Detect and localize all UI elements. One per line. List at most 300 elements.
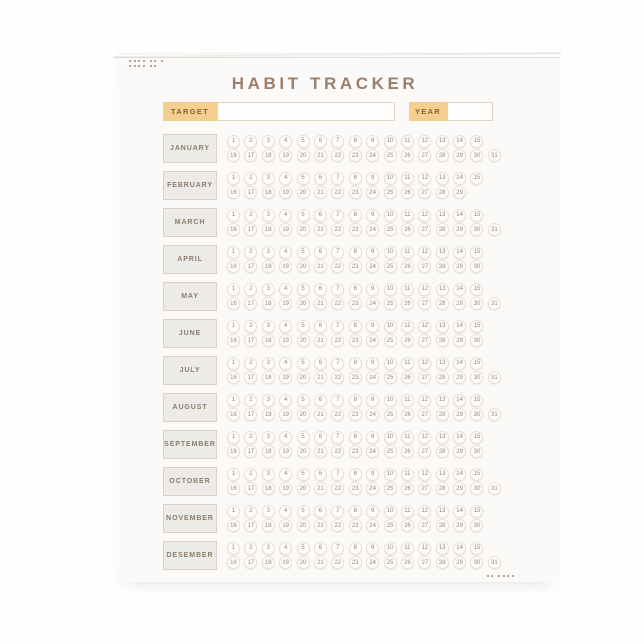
day-circle[interactable]: 21	[314, 334, 327, 347]
day-circle[interactable]: 3	[262, 505, 275, 518]
day-circle[interactable]: 20	[297, 186, 310, 199]
day-circle[interactable]: 12	[418, 135, 431, 148]
day-circle[interactable]: 11	[401, 283, 414, 296]
day-circle[interactable]: 12	[418, 505, 431, 518]
day-circle[interactable]: 26	[401, 149, 414, 162]
day-circle[interactable]: 20	[297, 260, 310, 273]
day-circle[interactable]: 30	[470, 260, 483, 273]
day-circle[interactable]: 19	[279, 149, 292, 162]
day-circle[interactable]: 15	[470, 172, 483, 185]
day-circle[interactable]: 27	[418, 223, 431, 236]
day-circle[interactable]: 4	[279, 394, 292, 407]
day-circle[interactable]: 1	[227, 320, 240, 333]
day-circle[interactable]: 7	[331, 283, 344, 296]
day-circle[interactable]: 4	[279, 468, 292, 481]
day-circle[interactable]: 16	[227, 408, 240, 421]
day-circle[interactable]: 6	[314, 283, 327, 296]
day-circle[interactable]: 16	[227, 445, 240, 458]
day-circle[interactable]: 26	[401, 519, 414, 532]
day-circle[interactable]: 23	[349, 445, 362, 458]
day-circle[interactable]: 4	[279, 542, 292, 555]
day-circle[interactable]: 31	[488, 371, 501, 384]
day-circle[interactable]: 17	[244, 371, 257, 384]
day-circle[interactable]: 27	[418, 297, 431, 310]
day-circle[interactable]: 31	[488, 223, 501, 236]
day-circle[interactable]: 24	[366, 260, 379, 273]
day-circle[interactable]: 15	[470, 431, 483, 444]
day-circle[interactable]: 30	[470, 445, 483, 458]
day-circle[interactable]: 31	[488, 408, 501, 421]
day-circle[interactable]: 28	[436, 482, 449, 495]
day-circle[interactable]: 9	[366, 357, 379, 370]
day-circle[interactable]: 22	[331, 223, 344, 236]
day-circle[interactable]: 12	[418, 209, 431, 222]
day-circle[interactable]: 18	[262, 519, 275, 532]
day-circle[interactable]: 9	[366, 320, 379, 333]
day-circle[interactable]: 23	[349, 297, 362, 310]
day-circle[interactable]: 30	[470, 223, 483, 236]
day-circle[interactable]: 17	[244, 482, 257, 495]
day-circle[interactable]: 13	[436, 209, 449, 222]
day-circle[interactable]: 21	[314, 223, 327, 236]
day-circle[interactable]: 12	[418, 431, 431, 444]
day-circle[interactable]: 9	[366, 135, 379, 148]
day-circle[interactable]: 3	[262, 394, 275, 407]
day-circle[interactable]: 3	[262, 246, 275, 259]
day-circle[interactable]: 5	[297, 320, 310, 333]
day-circle[interactable]: 15	[470, 468, 483, 481]
day-circle[interactable]: 16	[227, 371, 240, 384]
day-circle[interactable]: 22	[331, 519, 344, 532]
day-circle[interactable]: 12	[418, 542, 431, 555]
day-circle[interactable]: 23	[349, 260, 362, 273]
day-circle[interactable]: 18	[262, 445, 275, 458]
day-circle[interactable]: 16	[227, 556, 240, 569]
day-circle[interactable]: 28	[436, 519, 449, 532]
day-circle[interactable]: 9	[366, 283, 379, 296]
day-circle[interactable]: 5	[297, 394, 310, 407]
day-circle[interactable]: 16	[227, 482, 240, 495]
day-circle[interactable]: 27	[418, 556, 431, 569]
day-circle[interactable]: 19	[279, 519, 292, 532]
day-circle[interactable]: 16	[227, 260, 240, 273]
day-circle[interactable]: 20	[297, 556, 310, 569]
day-circle[interactable]: 1	[227, 246, 240, 259]
day-circle[interactable]: 2	[244, 172, 257, 185]
day-circle[interactable]: 14	[453, 135, 466, 148]
day-circle[interactable]: 13	[436, 468, 449, 481]
day-circle[interactable]: 24	[366, 223, 379, 236]
day-circle[interactable]: 25	[384, 519, 397, 532]
day-circle[interactable]: 7	[331, 542, 344, 555]
day-circle[interactable]: 3	[262, 209, 275, 222]
day-circle[interactable]: 15	[470, 357, 483, 370]
day-circle[interactable]: 27	[418, 482, 431, 495]
day-circle[interactable]: 5	[297, 468, 310, 481]
day-circle[interactable]: 29	[453, 149, 466, 162]
day-circle[interactable]: 6	[314, 135, 327, 148]
day-circle[interactable]: 6	[314, 209, 327, 222]
day-circle[interactable]: 18	[262, 149, 275, 162]
day-circle[interactable]: 30	[470, 556, 483, 569]
day-circle[interactable]: 26	[401, 482, 414, 495]
day-circle[interactable]: 22	[331, 260, 344, 273]
day-circle[interactable]: 10	[384, 320, 397, 333]
day-circle[interactable]: 15	[470, 246, 483, 259]
day-circle[interactable]: 18	[262, 482, 275, 495]
day-circle[interactable]: 16	[227, 519, 240, 532]
day-circle[interactable]: 24	[366, 482, 379, 495]
day-circle[interactable]: 8	[349, 431, 362, 444]
day-circle[interactable]: 7	[331, 246, 344, 259]
day-circle[interactable]: 22	[331, 445, 344, 458]
day-circle[interactable]: 13	[436, 246, 449, 259]
day-circle[interactable]: 4	[279, 246, 292, 259]
day-circle[interactable]: 16	[227, 186, 240, 199]
day-circle[interactable]: 28	[436, 408, 449, 421]
day-circle[interactable]: 26	[401, 223, 414, 236]
day-circle[interactable]: 23	[349, 223, 362, 236]
day-circle[interactable]: 13	[436, 505, 449, 518]
day-circle[interactable]: 20	[297, 149, 310, 162]
day-circle[interactable]: 16	[227, 334, 240, 347]
day-circle[interactable]: 24	[366, 186, 379, 199]
day-circle[interactable]: 11	[401, 320, 414, 333]
day-circle[interactable]: 17	[244, 408, 257, 421]
day-circle[interactable]: 2	[244, 431, 257, 444]
day-circle[interactable]: 13	[436, 283, 449, 296]
day-circle[interactable]: 18	[262, 334, 275, 347]
day-circle[interactable]: 27	[418, 445, 431, 458]
day-circle[interactable]: 15	[470, 542, 483, 555]
day-circle[interactable]: 24	[366, 519, 379, 532]
day-circle[interactable]: 2	[244, 246, 257, 259]
day-circle[interactable]: 27	[418, 186, 431, 199]
day-circle[interactable]: 13	[436, 431, 449, 444]
day-circle[interactable]: 10	[384, 135, 397, 148]
day-circle[interactable]: 7	[331, 357, 344, 370]
day-circle[interactable]: 26	[401, 371, 414, 384]
day-circle[interactable]: 7	[331, 505, 344, 518]
day-circle[interactable]: 19	[279, 408, 292, 421]
day-circle[interactable]: 3	[262, 468, 275, 481]
day-circle[interactable]: 4	[279, 172, 292, 185]
day-circle[interactable]: 18	[262, 297, 275, 310]
day-circle[interactable]: 11	[401, 246, 414, 259]
day-circle[interactable]: 22	[331, 556, 344, 569]
day-circle[interactable]: 2	[244, 542, 257, 555]
day-circle[interactable]: 2	[244, 468, 257, 481]
day-circle[interactable]: 30	[470, 334, 483, 347]
day-circle[interactable]: 4	[279, 357, 292, 370]
day-circle[interactable]: 7	[331, 468, 344, 481]
day-circle[interactable]: 6	[314, 394, 327, 407]
day-circle[interactable]: 11	[401, 172, 414, 185]
day-circle[interactable]: 25	[384, 223, 397, 236]
day-circle[interactable]: 8	[349, 246, 362, 259]
day-circle[interactable]: 23	[349, 186, 362, 199]
day-circle[interactable]: 8	[349, 172, 362, 185]
day-circle[interactable]: 12	[418, 468, 431, 481]
day-circle[interactable]: 3	[262, 542, 275, 555]
day-circle[interactable]: 9	[366, 542, 379, 555]
day-circle[interactable]: 23	[349, 482, 362, 495]
day-circle[interactable]: 10	[384, 283, 397, 296]
day-circle[interactable]: 18	[262, 371, 275, 384]
day-circle[interactable]: 22	[331, 371, 344, 384]
day-circle[interactable]: 26	[401, 445, 414, 458]
day-circle[interactable]: 24	[366, 408, 379, 421]
day-circle[interactable]: 3	[262, 320, 275, 333]
day-circle[interactable]: 7	[331, 320, 344, 333]
day-circle[interactable]: 31	[488, 297, 501, 310]
day-circle[interactable]: 9	[366, 246, 379, 259]
day-circle[interactable]: 29	[453, 260, 466, 273]
day-circle[interactable]: 4	[279, 209, 292, 222]
day-circle[interactable]: 14	[453, 431, 466, 444]
day-circle[interactable]: 21	[314, 482, 327, 495]
day-circle[interactable]: 14	[453, 468, 466, 481]
day-circle[interactable]: 28	[436, 186, 449, 199]
day-circle[interactable]: 22	[331, 408, 344, 421]
day-circle[interactable]: 15	[470, 394, 483, 407]
day-circle[interactable]: 4	[279, 283, 292, 296]
day-circle[interactable]: 17	[244, 556, 257, 569]
day-circle[interactable]: 12	[418, 283, 431, 296]
day-circle[interactable]: 5	[297, 209, 310, 222]
day-circle[interactable]: 1	[227, 468, 240, 481]
day-circle[interactable]: 17	[244, 149, 257, 162]
target-input[interactable]	[217, 102, 395, 121]
day-circle[interactable]: 1	[227, 431, 240, 444]
day-circle[interactable]: 13	[436, 394, 449, 407]
day-circle[interactable]: 27	[418, 371, 431, 384]
day-circle[interactable]: 21	[314, 371, 327, 384]
day-circle[interactable]: 2	[244, 320, 257, 333]
day-circle[interactable]: 20	[297, 334, 310, 347]
day-circle[interactable]: 9	[366, 209, 379, 222]
day-circle[interactable]: 21	[314, 445, 327, 458]
day-circle[interactable]: 30	[470, 408, 483, 421]
day-circle[interactable]: 29	[453, 223, 466, 236]
day-circle[interactable]: 31	[488, 556, 501, 569]
day-circle[interactable]: 3	[262, 172, 275, 185]
day-circle[interactable]: 9	[366, 468, 379, 481]
day-circle[interactable]: 2	[244, 135, 257, 148]
day-circle[interactable]: 7	[331, 135, 344, 148]
day-circle[interactable]: 30	[470, 482, 483, 495]
day-circle[interactable]: 1	[227, 357, 240, 370]
day-circle[interactable]: 25	[384, 149, 397, 162]
day-circle[interactable]: 1	[227, 505, 240, 518]
day-circle[interactable]: 15	[470, 209, 483, 222]
day-circle[interactable]: 27	[418, 408, 431, 421]
day-circle[interactable]: 1	[227, 542, 240, 555]
day-circle[interactable]: 20	[297, 223, 310, 236]
day-circle[interactable]: 21	[314, 556, 327, 569]
day-circle[interactable]: 23	[349, 371, 362, 384]
day-circle[interactable]: 20	[297, 482, 310, 495]
day-circle[interactable]: 22	[331, 149, 344, 162]
day-circle[interactable]: 11	[401, 394, 414, 407]
day-circle[interactable]: 21	[314, 186, 327, 199]
day-circle[interactable]: 17	[244, 260, 257, 273]
day-circle[interactable]: 12	[418, 320, 431, 333]
day-circle[interactable]: 10	[384, 394, 397, 407]
day-circle[interactable]: 5	[297, 283, 310, 296]
day-circle[interactable]: 24	[366, 297, 379, 310]
day-circle[interactable]: 19	[279, 482, 292, 495]
day-circle[interactable]: 5	[297, 246, 310, 259]
day-circle[interactable]: 2	[244, 357, 257, 370]
day-circle[interactable]: 11	[401, 209, 414, 222]
day-circle[interactable]: 7	[331, 431, 344, 444]
day-circle[interactable]: 20	[297, 519, 310, 532]
day-circle[interactable]: 1	[227, 172, 240, 185]
day-circle[interactable]: 25	[384, 445, 397, 458]
day-circle[interactable]: 11	[401, 468, 414, 481]
day-circle[interactable]: 17	[244, 297, 257, 310]
day-circle[interactable]: 23	[349, 556, 362, 569]
day-circle[interactable]: 8	[349, 283, 362, 296]
day-circle[interactable]: 31	[488, 149, 501, 162]
day-circle[interactable]: 22	[331, 482, 344, 495]
day-circle[interactable]: 17	[244, 186, 257, 199]
day-circle[interactable]: 8	[349, 357, 362, 370]
day-circle[interactable]: 5	[297, 135, 310, 148]
day-circle[interactable]: 2	[244, 394, 257, 407]
day-circle[interactable]: 19	[279, 371, 292, 384]
day-circle[interactable]: 15	[470, 320, 483, 333]
day-circle[interactable]: 13	[436, 172, 449, 185]
day-circle[interactable]: 7	[331, 209, 344, 222]
day-circle[interactable]: 13	[436, 542, 449, 555]
day-circle[interactable]: 10	[384, 172, 397, 185]
day-circle[interactable]: 14	[453, 246, 466, 259]
day-circle[interactable]: 14	[453, 357, 466, 370]
day-circle[interactable]: 22	[331, 334, 344, 347]
day-circle[interactable]: 4	[279, 320, 292, 333]
day-circle[interactable]: 19	[279, 445, 292, 458]
day-circle[interactable]: 14	[453, 209, 466, 222]
day-circle[interactable]: 16	[227, 149, 240, 162]
day-circle[interactable]: 3	[262, 283, 275, 296]
day-circle[interactable]: 8	[349, 209, 362, 222]
day-circle[interactable]: 1	[227, 135, 240, 148]
day-circle[interactable]: 25	[384, 482, 397, 495]
day-circle[interactable]: 5	[297, 431, 310, 444]
day-circle[interactable]: 27	[418, 334, 431, 347]
day-circle[interactable]: 24	[366, 445, 379, 458]
day-circle[interactable]: 6	[314, 357, 327, 370]
day-circle[interactable]: 21	[314, 297, 327, 310]
day-circle[interactable]: 27	[418, 260, 431, 273]
day-circle[interactable]: 30	[470, 297, 483, 310]
day-circle[interactable]: 28	[436, 334, 449, 347]
day-circle[interactable]: 18	[262, 186, 275, 199]
day-circle[interactable]: 23	[349, 408, 362, 421]
day-circle[interactable]: 19	[279, 186, 292, 199]
day-circle[interactable]: 28	[436, 556, 449, 569]
day-circle[interactable]: 10	[384, 542, 397, 555]
day-circle[interactable]: 14	[453, 320, 466, 333]
day-circle[interactable]: 26	[401, 260, 414, 273]
day-circle[interactable]: 8	[349, 320, 362, 333]
day-circle[interactable]: 2	[244, 283, 257, 296]
day-circle[interactable]: 6	[314, 172, 327, 185]
day-circle[interactable]: 19	[279, 297, 292, 310]
day-circle[interactable]: 6	[314, 320, 327, 333]
day-circle[interactable]: 26	[401, 408, 414, 421]
day-circle[interactable]: 4	[279, 431, 292, 444]
day-circle[interactable]: 13	[436, 357, 449, 370]
day-circle[interactable]: 30	[470, 371, 483, 384]
day-circle[interactable]: 29	[453, 556, 466, 569]
day-circle[interactable]: 28	[436, 371, 449, 384]
day-circle[interactable]: 7	[331, 172, 344, 185]
day-circle[interactable]: 19	[279, 223, 292, 236]
day-circle[interactable]: 24	[366, 334, 379, 347]
day-circle[interactable]: 15	[470, 505, 483, 518]
day-circle[interactable]: 11	[401, 135, 414, 148]
day-circle[interactable]: 10	[384, 246, 397, 259]
day-circle[interactable]: 5	[297, 172, 310, 185]
day-circle[interactable]: 8	[349, 135, 362, 148]
day-circle[interactable]: 27	[418, 149, 431, 162]
day-circle[interactable]: 9	[366, 505, 379, 518]
day-circle[interactable]: 11	[401, 431, 414, 444]
day-circle[interactable]: 14	[453, 542, 466, 555]
day-circle[interactable]: 22	[331, 297, 344, 310]
day-circle[interactable]: 14	[453, 172, 466, 185]
day-circle[interactable]: 17	[244, 519, 257, 532]
day-circle[interactable]: 5	[297, 357, 310, 370]
day-circle[interactable]: 10	[384, 357, 397, 370]
day-circle[interactable]: 6	[314, 468, 327, 481]
day-circle[interactable]: 21	[314, 408, 327, 421]
day-circle[interactable]: 28	[436, 149, 449, 162]
day-circle[interactable]: 25	[384, 408, 397, 421]
day-circle[interactable]: 31	[488, 482, 501, 495]
day-circle[interactable]: 21	[314, 519, 327, 532]
day-circle[interactable]: 6	[314, 542, 327, 555]
day-circle[interactable]: 6	[314, 431, 327, 444]
day-circle[interactable]: 29	[453, 519, 466, 532]
day-circle[interactable]: 30	[470, 149, 483, 162]
day-circle[interactable]: 12	[418, 246, 431, 259]
day-circle[interactable]: 8	[349, 468, 362, 481]
day-circle[interactable]: 29	[453, 334, 466, 347]
day-circle[interactable]: 18	[262, 556, 275, 569]
day-circle[interactable]: 25	[384, 556, 397, 569]
day-circle[interactable]: 4	[279, 135, 292, 148]
day-circle[interactable]: 25	[384, 297, 397, 310]
day-circle[interactable]: 19	[279, 260, 292, 273]
day-circle[interactable]: 13	[436, 135, 449, 148]
day-circle[interactable]: 29	[453, 408, 466, 421]
day-circle[interactable]: 9	[366, 394, 379, 407]
day-circle[interactable]: 25	[384, 334, 397, 347]
day-circle[interactable]: 28	[436, 297, 449, 310]
day-circle[interactable]: 25	[384, 186, 397, 199]
day-circle[interactable]: 8	[349, 542, 362, 555]
day-circle[interactable]: 8	[349, 505, 362, 518]
day-circle[interactable]: 20	[297, 371, 310, 384]
day-circle[interactable]: 22	[331, 186, 344, 199]
day-circle[interactable]: 11	[401, 357, 414, 370]
day-circle[interactable]: 14	[453, 283, 466, 296]
year-input[interactable]	[447, 102, 493, 121]
